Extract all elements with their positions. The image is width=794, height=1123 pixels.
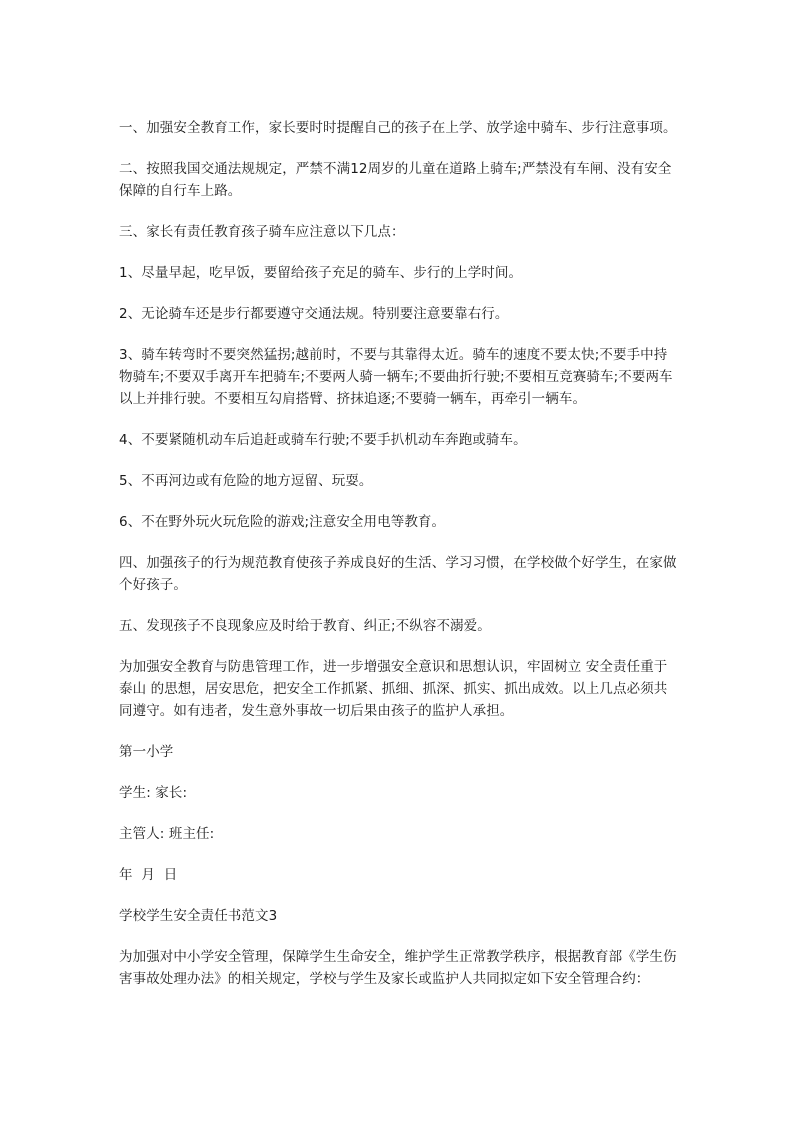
paragraph-2: 二、按照我国交通法规规定，严禁不满12周岁的儿童在道路上骑车;严禁没有车闸、没有安全保障的自行车上路。 [119,161,672,199]
list-item-5: 5、不再河边或有危险的地方逗留、玩耍。 [119,473,373,489]
date-line: 年 月 日 [119,867,178,883]
list-item-4: 4、不要紧随机动车后追赶或骑车行驶;不要手扒机动车奔跑或骑车。 [119,432,527,448]
list-item-1: 1、尽量早起，吃早饭，要留给孩子充足的骑车、步行的上学时间。 [119,265,523,281]
paragraph-1: 一、加强安全教育工作，家长要时时提醒自己的孩子在上学、放学途中骑车、步行注意事项。 [119,120,677,136]
paragraph-3: 三、家长有责任教育孩子骑车应注意以下几点： [119,224,405,240]
signature-line-student-parent: 学生: 家长: [119,785,188,801]
signature-line-supervisor-teacher: 主管人: 班主任: [119,826,215,842]
list-item-6: 6、不在野外玩火玩危险的游戏;注意安全用电等教育。 [119,514,446,530]
list-item-2: 2、无论骑车还是步行都要遵守交通法规。特别要注意要靠右行。 [119,306,509,322]
list-item-3: 3、骑车转弯时不要突然猛拐;越前时，不要与其靠得太近。骑车的速度不要太快;不要手中持物骑车;不要双手离开车把骑车;不要两人骑一辆车;不要曲折行驶;不要相互竞赛骑车;不要两车以上并排行驶。不要相互勾肩搭臂、挤抹追逐;不要骑一辆车，再牵引一辆车。 [119,347,673,407]
paragraph-5: 五、发现孩子不良现象应及时给于教育、纠正;不纵容不溺爱。 [119,618,491,634]
section-title: 学校学生安全责任书范文3 [119,908,278,924]
intro-paragraph: 为加强对中小学安全管理，保障学生生命安全，维护学生正常教学秩序，根据教育部《学生伤害事故处理办法》的相关规定，学校与学生及家长或监护人共同拟定如下安全管理合约： [119,949,677,987]
paragraph-4: 四、加强孩子的行为规范教育使孩子养成良好的生活、学习习惯，在学校做个好学生，在家做个好孩子。 [119,555,677,593]
document-body [119,117,679,990]
school-name: 第一小学 [119,744,174,760]
closing-paragraph: 为加强安全教育与防患管理工作，进一步增强安全意识和思想认识，牢固树立 安全责任重于泰山 的思想，居安思危，把安全工作抓紧、抓细、抓深、抓实、抓出成效。以上几点必须共同遵守。如有违者，发生意外事故一切后果由孩子的监护人承担。 [119,659,668,719]
